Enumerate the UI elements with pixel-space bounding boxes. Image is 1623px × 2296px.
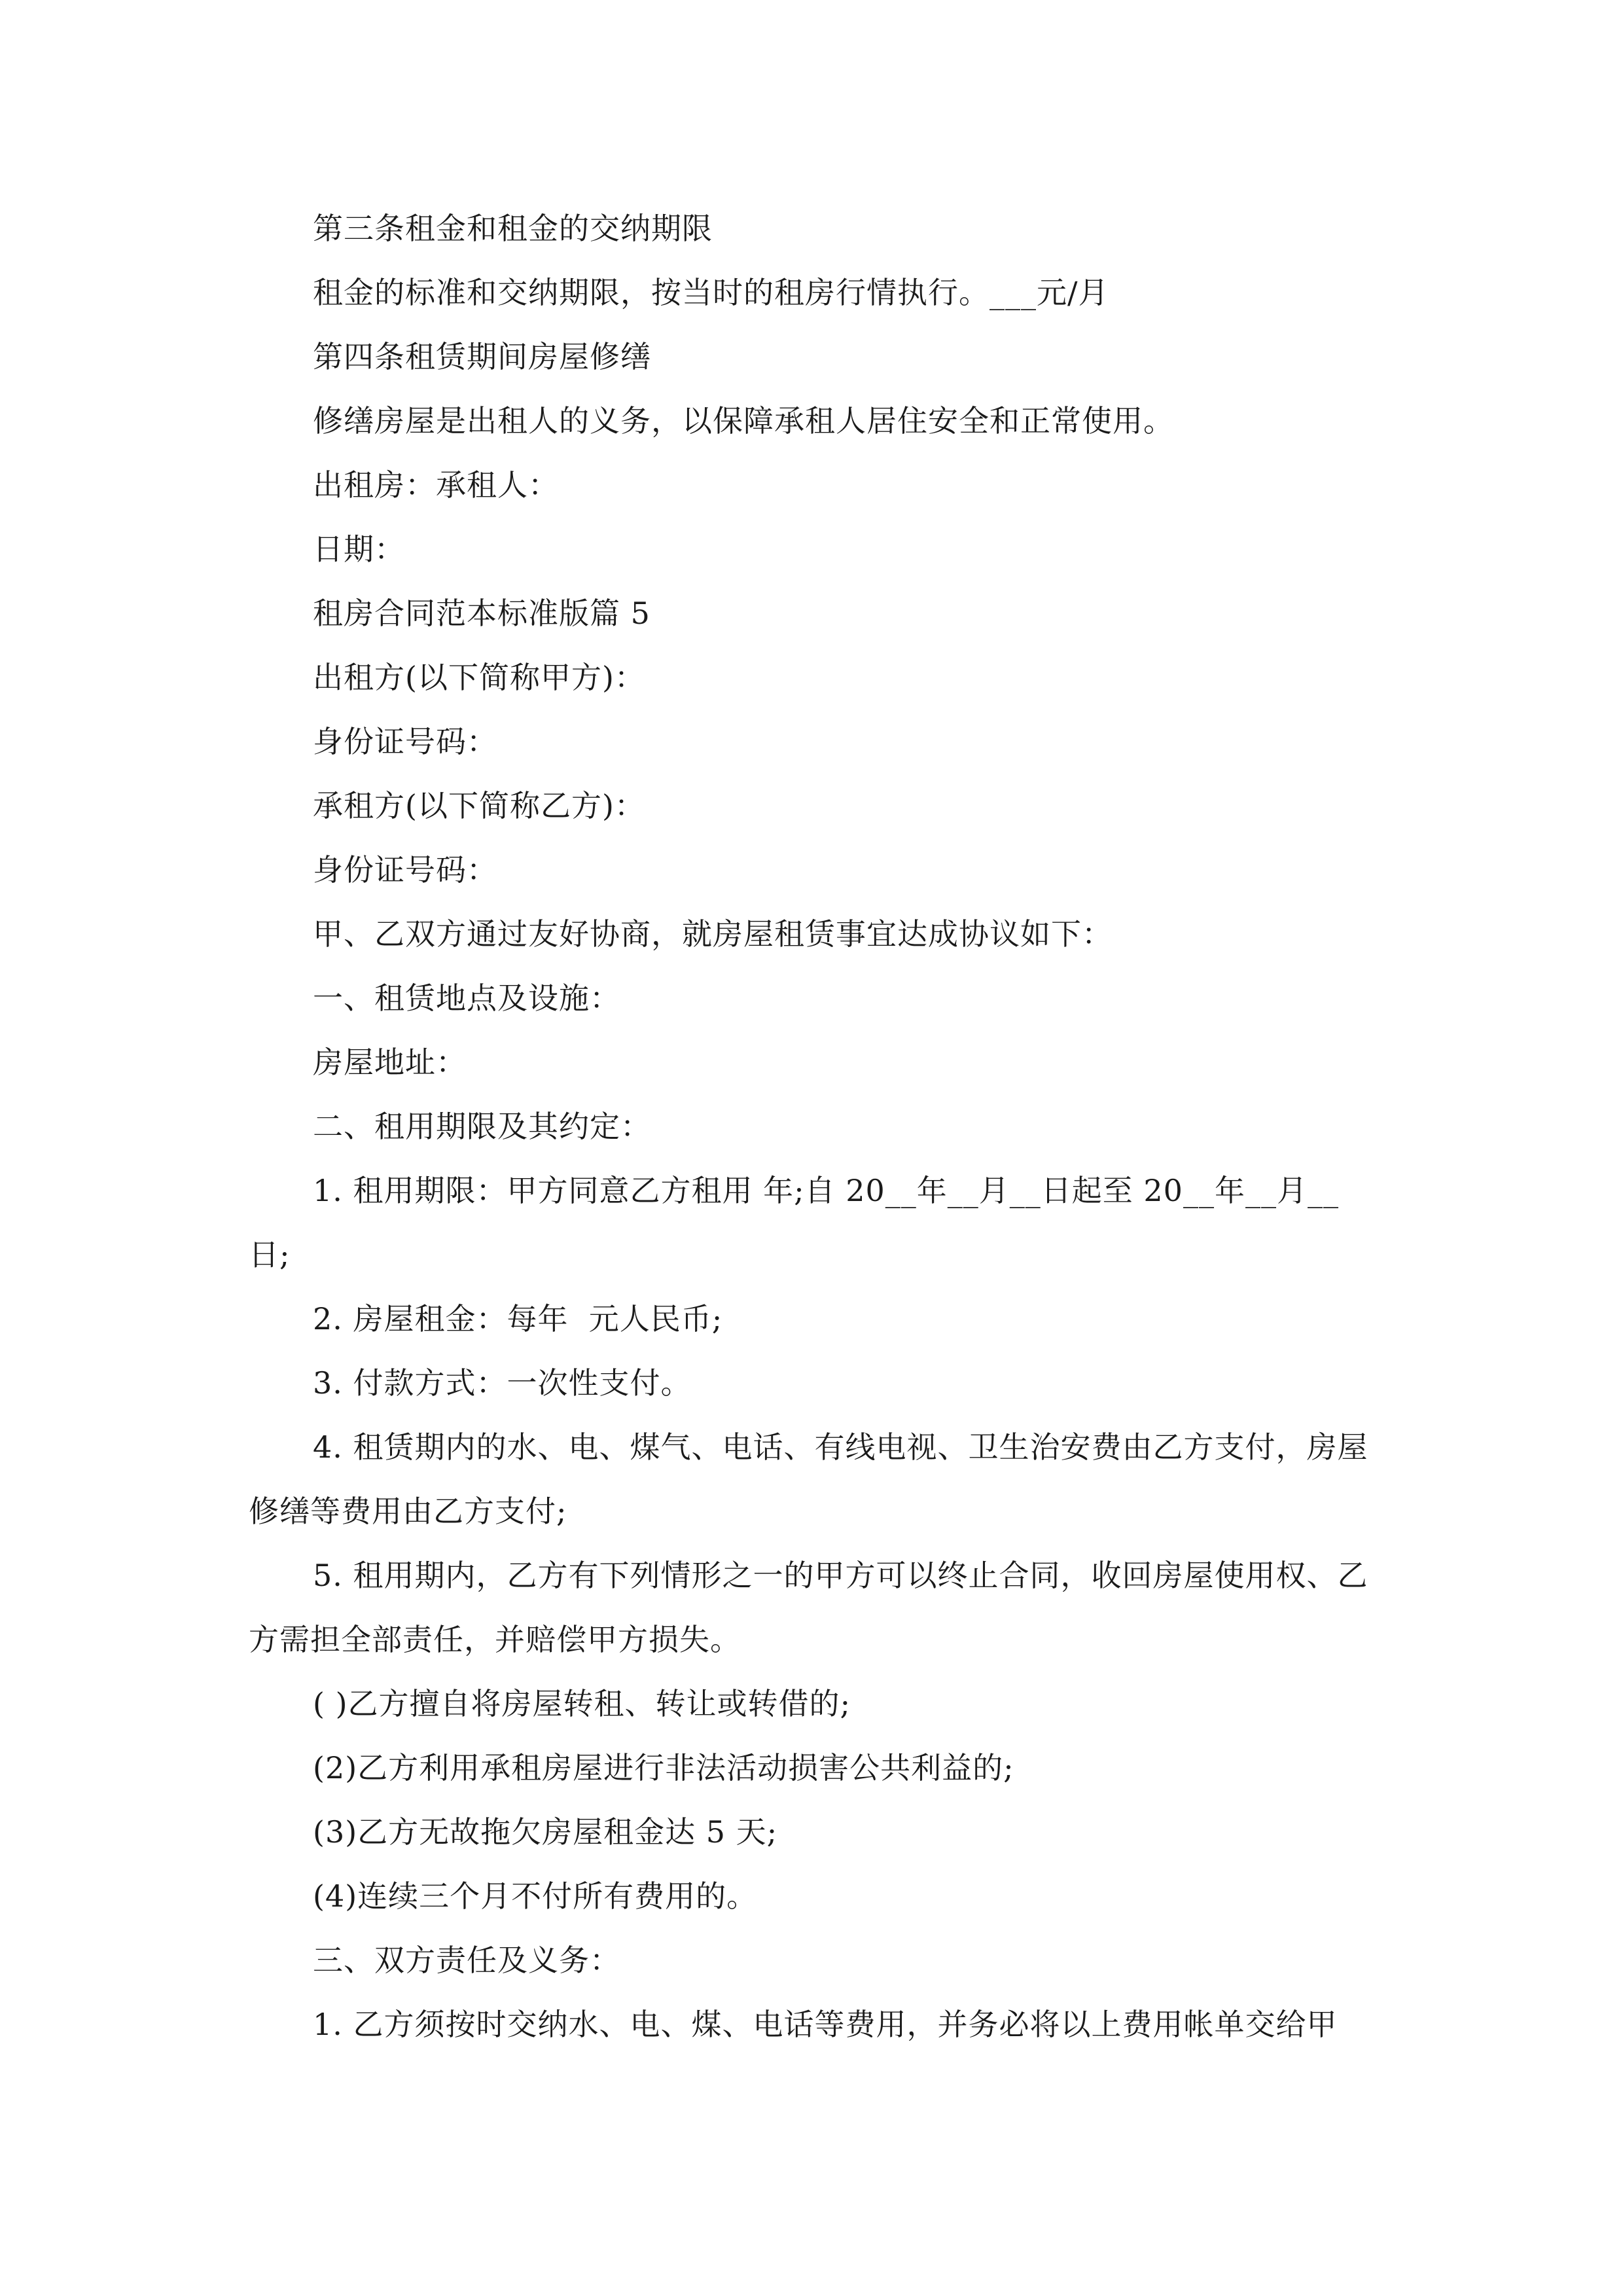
clause-heading: 二、租用期限及其约定：: [313, 1109, 651, 1144]
address-field: 房屋地址：: [313, 1045, 467, 1080]
sub-item: (2)乙方利用承租房屋进行非法活动损害公共利益的;: [313, 1750, 1014, 1785]
sub-item: (3)乙方无故拖欠房屋租金达 5 天;: [313, 1814, 778, 1850]
clause-item: 3. 付款方式：一次性支付。: [313, 1365, 692, 1401]
clause-item: 1. 租用期限：甲方同意乙方租用 年;自 20__年__月__日起至 20__年__月__日;: [249, 1173, 1339, 1272]
clause-item: 4. 租赁期内的水、电、煤气、电话、有线电视、卫生治安费由乙方支付，房屋修缮等费用由乙方支付;: [249, 1429, 1368, 1529]
date-line: 日期：: [313, 531, 405, 567]
lessee-id-field: 身份证号码：: [313, 852, 497, 888]
lessee-field: 承租方(以下简称乙方)：: [313, 788, 645, 823]
clause-item: 5. 租用期内，乙方有下列情形之一的甲方可以终止合同，收回房屋使用权、乙方需担全部责任，并赔偿甲方损失。: [249, 1558, 1368, 1657]
article-heading: 第三条租金和租金的交纳期限: [313, 211, 713, 246]
paragraph: 租金的标准和交纳期限，按当时的租房行情执行。___元/月: [313, 275, 1109, 310]
clause-heading: 三、双方责任及义务：: [313, 1943, 620, 1978]
lessor-field: 出租方(以下简称甲方)：: [313, 660, 645, 695]
clause-item: 1. 乙方须按时交纳水、电、煤、电话等费用，并务必将以上费用帐单交给甲: [313, 2007, 1338, 2042]
section-title: 租房合同范本标准版篇 5: [313, 596, 651, 631]
sub-item: (4)连续三个月不付所有费用的。: [313, 1878, 758, 1914]
paragraph: 修缮房屋是出租人的义务，以保障承租人居住安全和正常使用。: [313, 403, 1174, 439]
clause-heading: 一、租赁地点及设施：: [313, 980, 620, 1016]
article-heading: 第四条租赁期间房屋修缮: [313, 339, 651, 374]
clause-item: 2. 房屋租金：每年 元人民币;: [313, 1301, 723, 1336]
paragraph: 甲、乙双方通过友好协商，就房屋租赁事宜达成协议如下：: [313, 916, 1113, 952]
lessor-id-field: 身份证号码：: [313, 724, 497, 759]
document-body: [249, 196, 1374, 2056]
signature-line: 出租房：承租人：: [313, 467, 559, 503]
sub-item: ( )乙方擅自将房屋转租、转让或转借的;: [313, 1686, 851, 1721]
